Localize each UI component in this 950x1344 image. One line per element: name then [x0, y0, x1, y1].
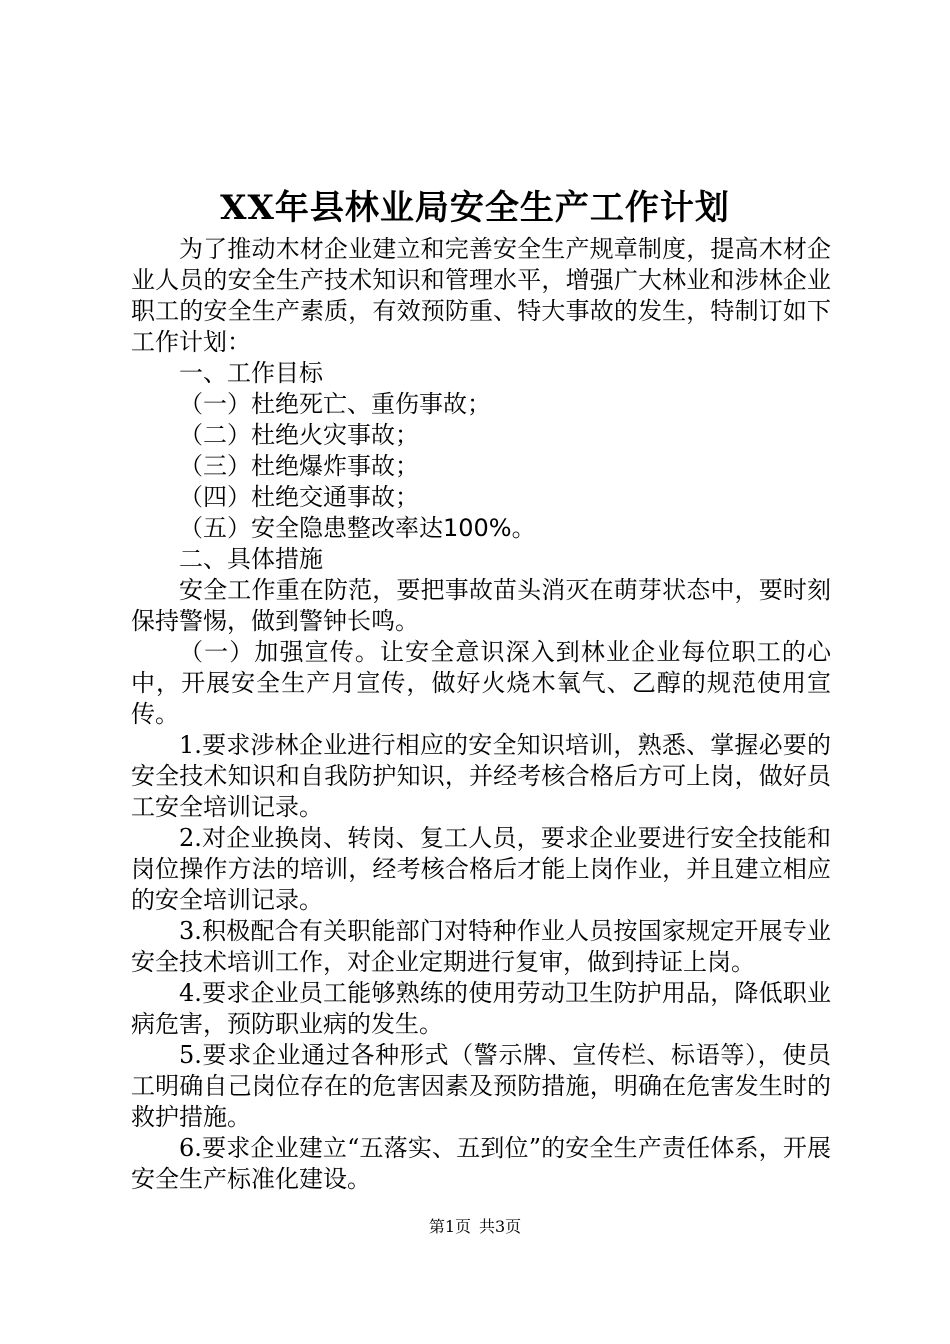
- intro-paragraph: 为了推动木材企业建立和完善安全生产规章制度，提高木材企业人员的安全生产技术知识和管理水平，增强广大林业和涉林企业职工的安全生产素质，有效预防重、特大事故的发生，特制订如下工作计划：: [131, 235, 831, 356]
- subsection-paragraph: [131, 637, 831, 730]
- page-footer: [0, 1216, 950, 1238]
- measure-paragraph: 2.对企业换岗、转岗、复工人员，要求企业要进行安全技能和岗位操作方法的培训，经考核合格后才能上岗作业，并且建立相应的安全培训记录。: [131, 824, 831, 914]
- page-total: 共3页: [479, 1217, 522, 1236]
- subsection-lead: （一）加强宣传。: [179, 638, 380, 666]
- document-body: [131, 234, 831, 1195]
- measure-paragraph: 4.要求企业员工能够熟练的使用劳动卫生防护用品，降低职业病危害，预防职业病的发生。: [131, 979, 831, 1038]
- document-title: XX年县林业局安全生产工作计划: [220, 188, 730, 228]
- measure-paragraph: 6.要求企业建立“五落实、五到位”的安全生产责任体系，开展安全生产标准化建设。: [131, 1134, 831, 1193]
- subsection-text: 让安全意识深入到林业企业每位职工的心中，开展安全生产月宣传，做好火烧木氧气、乙醇的规范使用宣传。: [131, 638, 832, 728]
- measures-intro-paragraph: 安全工作重在防范，要把事故苗头消灭在萌芽状态中，要时刻保持警惕，做到警钟长鸣。: [131, 576, 831, 635]
- goal-item: （一）杜绝死亡、重伤事故；: [179, 390, 491, 418]
- section-heading: 一、工作目标: [179, 359, 323, 387]
- measure-paragraph: 1.要求涉林企业进行相应的安全知识培训，熟悉、掌握必要的安全技术知识和自我防护知识，并经考核合格后方可上岗，做好员工安全培训记录。: [131, 731, 831, 821]
- goal-item: （四）杜绝交通事故；: [179, 483, 419, 511]
- goal-item: （三）杜绝爆炸事故；: [179, 452, 419, 480]
- measure-paragraph: 5.要求企业通过各种形式（警示牌、宣传栏、标语等），使员工明确自己岗位存在的危害因素及预防措施，明确在危害发生时的救护措施。: [131, 1041, 831, 1131]
- goal-item: （二）杜绝火灾事故；: [179, 421, 419, 449]
- goal-item: （五）安全隐患整改率达100%。: [179, 514, 536, 542]
- measure-paragraph: 3.积极配合有关职能部门对特种作业人员按国家规定开展专业安全技术培训工作，对企业定期进行复审，做到持证上岗。: [131, 917, 831, 976]
- section-heading: 二、具体措施: [179, 545, 323, 573]
- page-number: 第1页: [428, 1217, 471, 1236]
